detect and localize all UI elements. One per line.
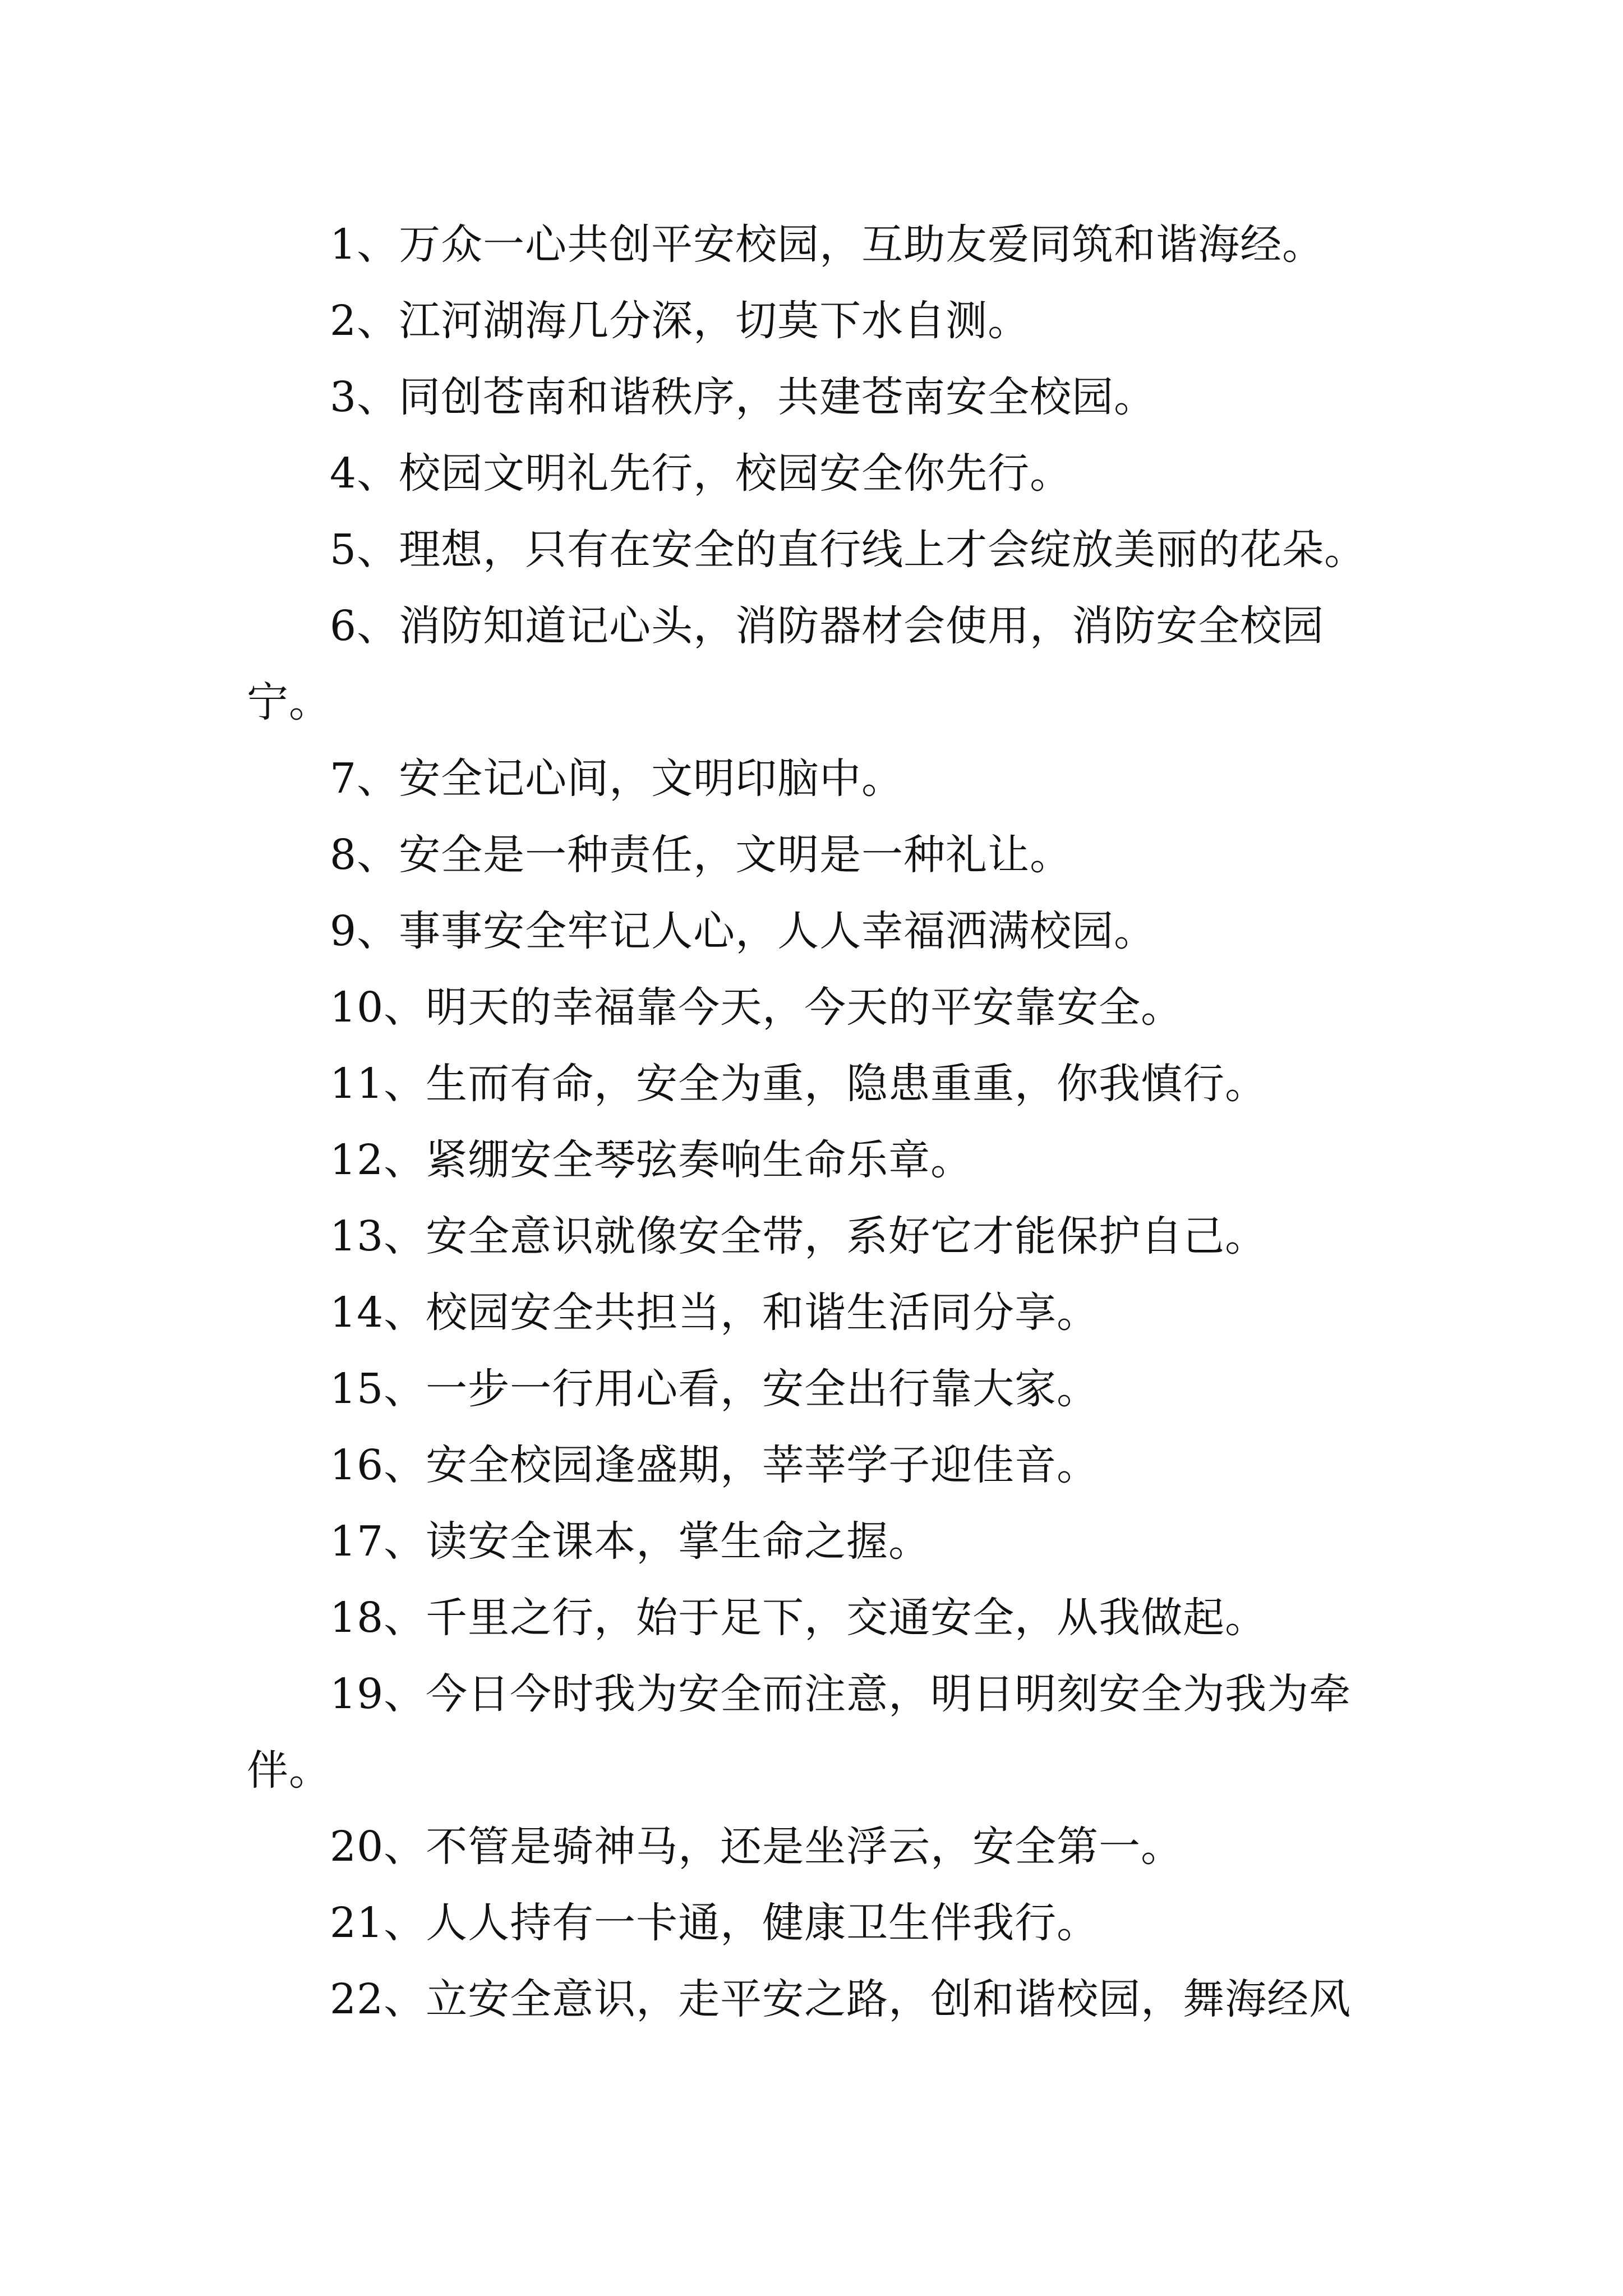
- slogan-item-5: 5、理想，只有在安全的直行线上才会绽放美丽的花朵。: [330, 526, 1367, 574]
- slogan-item-20: 20、不管是骑神马，还是坐浮云，安全第一。: [330, 1823, 1183, 1871]
- slogan-item-6: 6、消防知道记心头，消防器材会使用，消防安全校园宁。: [247, 602, 1325, 726]
- slogan-item-18: 18、千里之行，始于足下，交通安全，从我做起。: [330, 1594, 1267, 1642]
- slogan-item-2: 2、江河湖海几分深，切莫下水自测。: [330, 297, 1030, 345]
- slogan-item-4: 4、校园文明礼先行，校园安全你先行。: [330, 449, 1072, 498]
- slogan-item-3: 3、同创苍南和谐秩序，共建苍南安全校园。: [330, 373, 1156, 421]
- slogan-item-14: 14、校园安全共担当，和谐生活同分享。: [330, 1289, 1099, 1337]
- slogan-item-12: 12、紧绷安全琴弦奏响生命乐章。: [330, 1136, 973, 1184]
- slogan-item-10: 10、明天的幸福靠今天，今天的平安靠安全。: [330, 983, 1183, 1032]
- slogan-item-7: 7、安全记心间，文明印脑中。: [330, 754, 904, 803]
- slogan-item-1: 1、万众一心共创平安校园，互助友爱同筑和谐海经。: [330, 220, 1325, 269]
- slogan-item-17: 17、读安全课本，掌生命之握。: [330, 1517, 931, 1566]
- slogan-item-13: 13、安全意识就像安全带，系好它才能保护自己。: [330, 1212, 1267, 1260]
- slogan-item-21: 21、人人持有一卡通，健康卫生伴我行。: [330, 1899, 1099, 1947]
- slogan-item-16: 16、安全校园逢盛期，莘莘学子迎佳音。: [330, 1441, 1099, 1489]
- slogan-item-9: 9、事事安全牢记人心，人人幸福洒满校园。: [330, 907, 1156, 955]
- slogan-item-8: 8、安全是一种责任，文明是一种礼让。: [330, 831, 1072, 879]
- slogan-item-19: 19、今日今时我为安全而注意，明日明刻安全为我为牵伴。: [247, 1670, 1352, 1795]
- slogan-list: [247, 206, 1391, 2037]
- slogan-item-22: 22、立安全意识，走平安之路，创和谐校园，舞海经风: [330, 1975, 1352, 2023]
- slogan-item-15: 15、一步一行用心看，安全出行靠大家。: [330, 1365, 1099, 1413]
- slogan-item-11: 11、生而有命，安全为重，隐患重重，你我慎行。: [330, 1060, 1267, 1108]
